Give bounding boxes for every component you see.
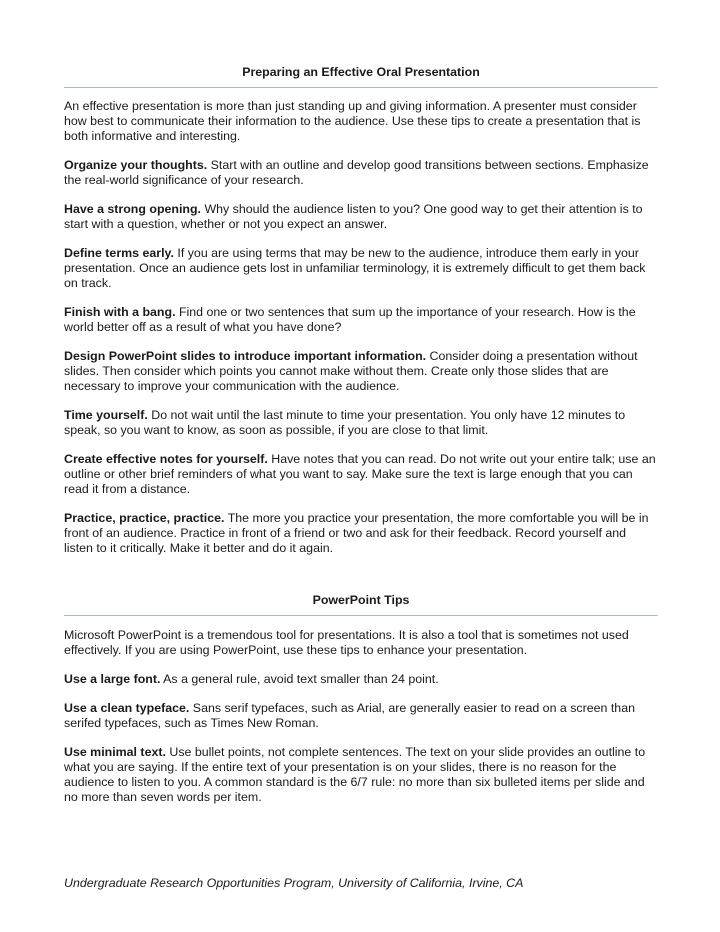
tip-finish-bang: [64, 305, 658, 335]
tip-heading: Use a large font.: [64, 672, 161, 686]
tip-heading: Use minimal text.: [64, 745, 166, 759]
tip-heading: Create effective notes for yourself.: [64, 452, 268, 466]
intro-paragraph: Microsoft PowerPoint is a tremendous tool for presentations. It is also a tool that is sometimes not used effectively. If you are using PowerPoint, use these tips to enhance your presentation.: [64, 628, 629, 657]
tip-text: If you are using terms that may be new to the audience, introduce them early in your presentation. Once an audience gets lost in unfamiliar terminology, it is extremely difficult to get them back on track.: [64, 246, 646, 290]
tip-large-font: [64, 672, 658, 687]
tip-strong-opening: [64, 202, 658, 232]
tip-organize: [64, 158, 658, 188]
tip-text: The more you practice your presentation, the more comfortable you will be in front of an audience. Practice in front of a friend or two and ask for their feedback. Record yourself and listen to it critically. Make it better and do it again.: [64, 511, 649, 555]
tip-text: Find one or two sentences that sum up the importance of your research. How is the world better off as a result of what you have done?: [64, 305, 636, 334]
tip-heading: Time yourself.: [64, 408, 148, 422]
tip-text: Use bullet points, not complete sentences. The text on your slide provides an outline to what you are saying. If the entire text of your presentation is on your slides, there is no reason for the audience to listen to you. A common standard is the 6/7 rule: no more than six bulleted items per slide and no more than seven words per item.: [64, 745, 646, 804]
tip-text: Why should the audience listen to you? One good way to get their attention is to start with a question, whether or not you expect an answer.: [64, 202, 643, 231]
tip-text: Consider doing a presentation without slides. Then consider which points you cannot make without them. Create only those slides that are necessary to improve your communication with the audience.: [64, 349, 638, 393]
tip-heading: Define terms early.: [64, 246, 174, 260]
tip-text: Start with an outline and develop good transitions between sections. Emphasize the real-world significance of your research.: [64, 158, 649, 187]
intro-paragraph: An effective presentation is more than just standing up and giving information. A presenter must consider how best to communicate their information to the audience. Use these tips to create a presentation that is both informative and interesting.: [64, 99, 641, 143]
section-title-oral-presentation: Preparing an Effective Oral Presentation: [64, 65, 658, 88]
tip-define-terms: [64, 246, 658, 291]
tip-heading: Have a strong opening.: [64, 202, 202, 216]
tip-heading: Organize your thoughts.: [64, 158, 208, 172]
section-body-powerpoint-tips: [64, 628, 658, 819]
tip-design-slides: [64, 349, 658, 394]
tip-text: Have notes that you can read. Do not write out your entire talk; use an outline or other brief reminders of what you want to say. Make sure the text is large enough that you can read it from a distance.: [64, 452, 656, 496]
tip-effective-notes: [64, 452, 658, 497]
tip-text: Do not wait until the last minute to time your presentation. You only have 12 minutes to speak, so you want to know, as soon as possible, if you are close to that limit.: [64, 408, 626, 437]
tip-heading: Finish with a bang.: [64, 305, 176, 319]
tip-text: Sans serif typefaces, such as Arial, are generally easier to read on a screen than serifed typefaces, such as Times New Roman.: [64, 701, 635, 730]
tip-heading: Practice, practice, practice.: [64, 511, 225, 525]
tip-clean-typeface: [64, 701, 658, 731]
tip-text: As a general rule, avoid text smaller than 24 point.: [160, 672, 439, 686]
tip-minimal-text: [64, 745, 658, 805]
tip-heading: Design PowerPoint slides to introduce important information.: [64, 349, 427, 363]
tip-time-yourself: [64, 408, 658, 438]
tip-practice: [64, 511, 658, 556]
footer-citation: Undergraduate Research Opportunities Program, University of California, Irvine, CA: [64, 876, 524, 890]
section-title-powerpoint-tips: PowerPoint Tips: [64, 593, 658, 616]
section-body-oral-presentation: [64, 99, 658, 570]
tip-heading: Use a clean typeface.: [64, 701, 190, 715]
